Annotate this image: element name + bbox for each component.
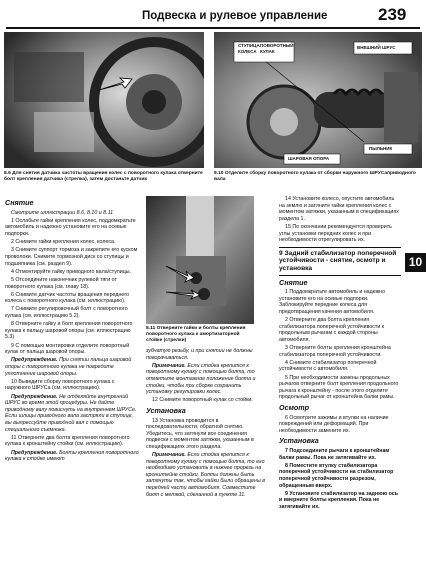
caption-fig-8-6	[4, 171, 204, 183]
photo-fig-8-6	[4, 32, 204, 168]
section-heading: Снятие	[279, 277, 308, 287]
section-heading: Установка	[279, 436, 319, 446]
step: 3 Снимите суппорт тормоза и закрепите его куском проволоки. Снимите тормозной диск со ступицы и подшипника (см. раздел 9).	[5, 247, 138, 267]
note-label: Примечание.	[152, 452, 186, 459]
note	[146, 363, 266, 396]
section-title-box	[279, 247, 401, 276]
step: 1 Поддомкратьте автомобиль и надежно установите его на осевые подпорки. Заблокируйте передние колеса для предотвращения качения автомобиля.	[279, 289, 386, 315]
label-boot: ПЫЛЬНИК	[369, 146, 393, 151]
text-column-2	[146, 348, 266, 500]
step: 14 Установите колесо, опустите автомобиль на землю и затяните гайки крепления колес с моментом затяжки, указанным в спецификациях раздела 1.	[279, 196, 399, 222]
step: 4 Отмонтируйте гайку приводного вала/ступицы.	[11, 268, 132, 275]
step: 6 Осмотрите зажимы и втулки на наличие повреждений или деформаций. При необходимости замените их.	[279, 414, 389, 434]
caption-fig-8-10	[214, 171, 422, 183]
caption-number: 8.11	[146, 326, 156, 331]
section-heading: Установка	[146, 405, 186, 415]
caption-text: Для снятия датчика частоты вращения колес с поворотного кулака отверните болт крепления датчика (стрелка), затем достаньте датчик	[4, 171, 203, 183]
note-text: Если стойка крепится к поворотному кулаку с помощью болта, то отметьте монтажное положение болта и стойки, чтобы при сборке сохранить установку регулировки колес.	[146, 362, 256, 396]
step: 11 Отверните два болта крепления поворотного кулака к кронштейну стойки (см. иллюстрацию).	[5, 434, 130, 448]
continued-text: зубчатую резьбу, и при снятии не должны поворачиваться.	[146, 348, 253, 361]
step: 3 Отверните болты крепления кронштейна стабилизатора поперечной устойчивости.	[279, 345, 391, 358]
warning-label: Предупреждение.	[11, 357, 58, 364]
warning	[5, 450, 141, 463]
note-label: Примечание.	[152, 362, 186, 369]
label-hub-1: СТУПИЦА	[238, 43, 260, 48]
section-heading: Осмотр	[279, 403, 310, 412]
chapter-tab: 10	[405, 253, 426, 272]
warning-text: Не отделяйте внутренний ШРУС во время этой процедуры. Не дайте приводному валу повиснуть на внутреннем ШРУСе. Если шлицы приводного вала застряли в ступице, вы выпрессуйте приводной вал с помощью специального съемника.	[5, 393, 137, 433]
label-knuckle-2: КУЛАК	[260, 49, 275, 54]
step: 7 Снимите регулировочный болт с поворотного кулака (см. иллюстрацию 5.2).	[5, 306, 128, 320]
step: 9 Установите стабилизатор на заднюю ось и вверните болты крепления. Пока не затягивайте их.	[279, 490, 399, 510]
warning-label: Предупреждение.	[11, 449, 58, 456]
step: 13 Установка проводится в последовательности, обратной снятию. Убедитесь, что затянули все соединения подвески с моментом затяжки, указанным в спецификациях этого раздела.	[146, 417, 254, 450]
step: 2 Отверните два болта крепления стабилизатора поперечной устойчивости к продольным рычагам с каждой стороны автомобиля.	[279, 317, 385, 343]
warning	[5, 394, 141, 434]
warning-text: Болты крепления поворотного кулака к стойке имеют	[5, 449, 139, 463]
photo-fig-8-10	[214, 32, 422, 168]
text-column-1	[5, 196, 141, 464]
note	[146, 452, 266, 498]
caption-number: 8.6	[4, 171, 11, 176]
step: 1 Ослабьте гайки крепления колес, поддомкратьте автомобиль и надежно установите его на осевые подпорки.	[5, 217, 136, 237]
page-number: 239	[378, 5, 407, 24]
caption-fig-8-11	[146, 326, 254, 345]
page-header	[0, 0, 426, 30]
label-outer-cv: ВНЕШНИЙ ШРУС	[357, 45, 396, 50]
warning	[5, 357, 141, 377]
step: 10 Выведите сборку поворотного кулака с наружного ШРУСа (см. иллюстрацию).	[5, 378, 115, 392]
step: 15 По окончании рекомендуется проверить углы установки передних колес и при необходимости отрегулировать их.	[279, 223, 392, 244]
section-heading: Снятие	[5, 198, 34, 207]
step: 2 Снимите гайки крепления колес, колеса.	[11, 239, 116, 246]
label-hub-2: КОЛЕСА	[238, 49, 257, 54]
header-rule	[6, 27, 420, 29]
step: 7 Подсоедините рычаги к кронштейнам балки рамы. Пока не затягивайте их.	[279, 447, 390, 461]
photo-fig-8-11	[146, 196, 254, 324]
text-column-3	[279, 196, 401, 512]
section-number: 9	[279, 249, 283, 257]
warning-text: При снятии пальца шаровой опоры с поворотного кулака не повредите уплотнение шаровой опоры.	[5, 357, 132, 377]
caption-number: 8.10	[214, 171, 224, 176]
section-title: Задний стабилизатор поперечной устойчивости - снятие, осмотр и установка	[279, 249, 397, 272]
note-text: Если стойка крепится к поворотному кулаку с помощью болта, то его необходимо установить в нижнее прорезь на кронштейне стойки. Болты должны быть затянуты так, чтобы гайки были обращены в передней части автомобиля. Совместите болт с меткой, сделанной в пункте 11.	[146, 452, 265, 498]
illustration-ref: Смотрите иллюстрации 8.6, 8.10 и 8.11	[11, 209, 114, 216]
step: 8 Поместите втулку стабилизатора поперечной устойчивости на стабилизатор поперечной устойчивости разрезом, обращенным вверх.	[279, 462, 394, 489]
page-title: Подвеска и рулевое управление	[142, 10, 328, 22]
caption-text: Отделите сборку поворотного кулака от сборки наружного ШРУСаприводного вала	[214, 171, 416, 183]
step: 5 При необходимости замены продольных рычагов отверните болт крепления продольного рычага к кронштейну - после этого отделите продольный рычаг от кронштейна балки рамы.	[279, 374, 399, 401]
step: 6 Снимите датчик частоты вращения переднего колеса с поворотного кулака (см. иллюстрацию).	[5, 291, 130, 305]
caption-text: Отверните гайки и болты крепления поворотного кулака к амортизаторной стойке (стрелки)	[146, 326, 246, 344]
step: 8 Отверните гайку и болт крепления поворотного кулака к пальцу шаровой опоры (см. иллюстрацию 5.3)	[5, 321, 133, 341]
warning-label: Предупреждение.	[11, 393, 58, 400]
step: 9 С помощью монтировки отделите поворотный кулак от пальца шаровой опоры.	[5, 342, 130, 356]
step: 5 Отсоедините наконечник рулевой тяги от поворотного кулака (см. главу 18).	[5, 276, 117, 290]
label-knuckle-1: ПОВОРОТНЫЙ	[260, 43, 294, 48]
step: 4 Снимите стабилизатор поперечной устойчивости с автомобиля.	[279, 359, 377, 373]
step: 12 Снимите поворотный кулак со стойки.	[152, 397, 253, 404]
label-ball-joint: ШАРОВАЯ ОПОРА	[288, 156, 330, 161]
